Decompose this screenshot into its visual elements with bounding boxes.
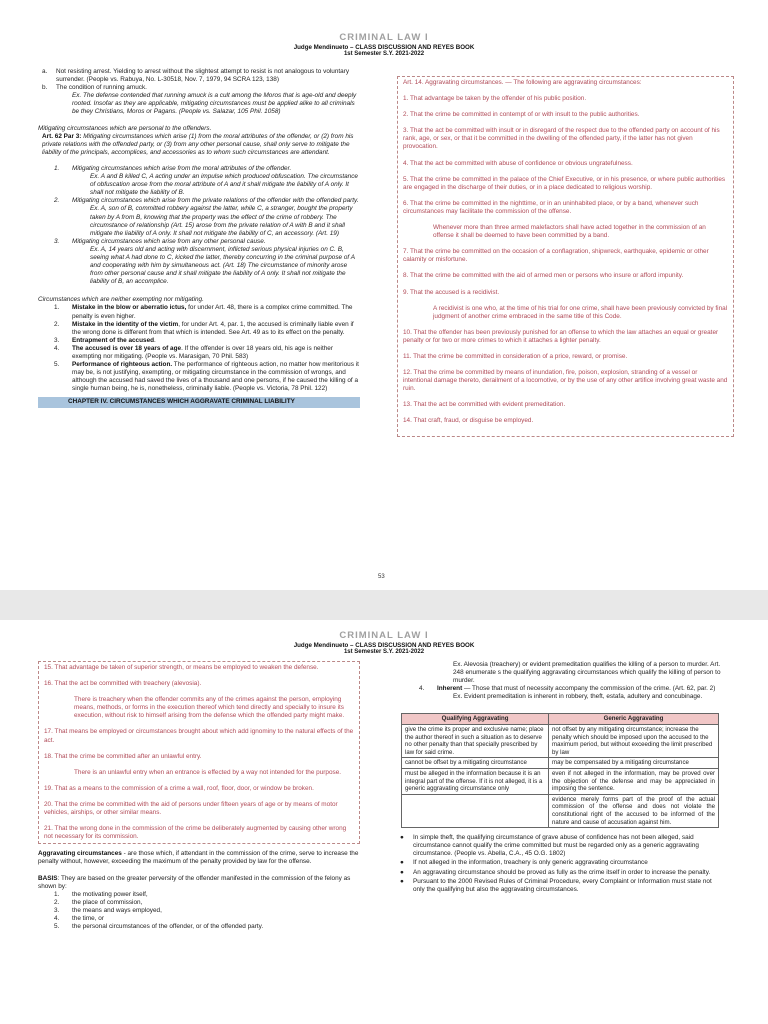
page-54 [0,620,768,1024]
aggravating-definition: Aggravating circumstances - are those which, if attendant in the commission of the crime, serve to increase the penalty without, however, exceeding the maximum of the penalty provided by law for the offense. [38,850,359,866]
article-text: Art. 62 Par 3: Mitigating circumstances which arise (1) from the moral attributes of the offender, or (2) from his private relations with the offended party, or (3) from any other personal cause, shall only serve to mitigate the liability of the principals, accomplices, and accessories as to whom such circumstances are attendant. [42,132,354,156]
basis-text: BASIS: They are based on the greater perversity of the offender manifested in the commission of the felony as shown by: [38,874,351,890]
band-note: Whenever more than three armed malefactors shall have acted together in the commission of an offense it shall be deemed to have been committed by a band. [433,224,706,240]
list-item: 13. That the act be committed with evident premeditation. [403,401,566,409]
list-item: ● Pursuant to the 2000 Revised Rules of Criminal Procedure, every Complaint or Information must state not only the qualifying but also the aggravating circumstances. [400,877,712,893]
table-cell: even if not alleged in the information, may be proved over the objection of the defense and may be appreciated in imposing the sentence. [549,769,719,795]
page-number: 53 [378,574,385,580]
aggravating-comparison-table [401,713,719,828]
list-item: 19. That as a means to the commission of a crime a wall, roof, floor, door, or window be broken. [44,784,314,792]
example-text: Ex. Alevosia (treachery) or evident premeditation qualifies the killing of a person to murder. Art. 248 enumerate s the qualifying aggravating circumstances which qualify the killing of person to murder. [453,661,721,685]
table-cell: cannot be offset by a mitigating circumstance [402,758,549,769]
left-column [38,68,360,408]
section-heading: Mitigating circumstances which are personal to the offenders. [38,124,212,132]
list-item: b. The condition of running amuck. [42,84,147,92]
column-header: Generic Aggravating [549,714,719,725]
neither-list [38,304,360,393]
example-text: Ex. A, son of B, committed robbery against the latter, while C, a stranger, bought the property taken by A from B, knowing that the property was the effect of the crime of robbery. The circumstance of relationship (Art. 15) arose from the private relation of A with B and it shall mitigate the liability of A only. It shall not mitigate the liability of C, an accessory. (Art. 19) [90,205,353,237]
list-item: 7. That the crime be committed on the occasion of a conflagration, shipwreck, earthquake, epidemic or other calamity or misfortune. [403,248,709,264]
list-item: 16. That the act be committed with treachery (alevosia). [44,680,202,688]
list-item: 12. That the crime be committed by means of inundation, fire, poison, explosion, stranding of a vessel or intentional damage thereto, derailment of a locomotive, or by the use of any other artifice involving great waste and ruin. [403,369,728,393]
list-item: ● If not alleged in the information, treachery is only generic aggravating circumstance [400,859,648,867]
list-item: 10. That the offender has been previously punished for an offense to which the law attaches an equal or greater penalty or for two or more crimes to which it attaches a lighter penalty. [403,328,719,344]
list-item: 2. Mitigating circumstances which arise from the private relations of the offender with the offended party. [54,197,359,205]
table-cell: may be compensated by a mitigating circumstance [549,758,719,769]
list-item: 1. Mitigating circumstances which arise from the moral attributes of the offender. [54,164,292,172]
list-item: 3. That the act be committed with insult or in disregard of the respect due to the offended party on account of his rank, age, or sex, or that it be committed in the dwelling of the offended party, if the latter has not given provocation. [403,127,720,151]
recidivist-note: A recidivist is one who, at the time of his trial for one crime, shall have been previously convicted by final judgment of another crime embraced in the same title of this Code. [433,304,728,320]
list-item: 4. That the act be committed with abuse of confidence or obvious ungratefulness. [403,159,633,167]
table-cell: evidence merely forms part of the proof of the actual commission of the offense and does not violate the constitutional right of the accused to be informed of the nature and cause of accusation against him. [549,794,719,827]
list-item: 5. That the crime be committed in the palace of the Chief Executive, or in his presence, or where public authorities are engaged in the discharge of their duties, or in a place dedicated to religious worship. [403,175,726,191]
table-header-row [402,714,719,725]
list-item: 5. Performance of righteous action. The performance of righteous action, no matter how meritorious it may be, is not justifying, exempting, or mitigating circumstance in the commission of wrongs, and although the accused had saved the lives of a thousand and one persons, if he caused the killing of a single human being, he is, nonetheless, criminally liable. (People vs. Victoria, 78 Phil. 122) [54,361,359,393]
personal-list [38,165,360,286]
list-item: 9. That the accused is a recidivist. [403,288,500,296]
header-semester: 1st Semester S.Y. 2021-2022 [343,649,425,655]
page-gap [0,590,768,620]
table-cell: not offset by any mitigating circumstance; increase the penalty which should be imposed upon the accused to the maximum period, but without exceeding the limit prescribed by law [549,725,719,758]
header-title: CRIMINAL LAW I [339,630,429,641]
left-column [38,661,360,931]
example-text: Ex. A and B killed C, A acting under an impulse which produced obfuscation. The circumstance of obfuscation arose from the moral attribute of A and it shall mitigate the liability of A only. It shall not mitigate the liability of B. [90,173,358,197]
example-text: Ex. Evident premeditation is inherent in robbery, theft, estafa, adultery and concubinage. [453,693,703,701]
table-row [402,725,719,758]
list-item: 1. Mistake in the blow or aberratio ictus, for under Art. 48, there is a complex crime committed. The penalty is even higher. [54,304,353,320]
table-row [402,758,719,769]
list-item: 8. That the crime be committed with the aid of armed men or persons who insure or afford impunity. [403,272,684,280]
list-item: 1. the motivating power itself, [54,890,148,898]
list-item: 3. the means and ways employed, [54,906,162,914]
treachery-note: There is treachery when the offender commits any of the crimes against the person, employing means, methods, or forms in the execution thereof which tend directly and specially to insure its execution, without risk to himself arising from the defense which the offended party might make. [74,696,345,720]
list-item: 21. That the wrong done in the commission of the crime be deliberately augmented by causing other wrong not necessary for its commission. [44,825,347,841]
table-cell: must be alleged in the information because it is an integral part of the offense. If it is not alleged, it is a generic aggravating circumstance only [402,769,549,795]
header-title: CRIMINAL LAW I [339,32,429,43]
list-item: 2. That the crime be committed in contempt of or with insult to the public authorities. [403,111,640,119]
header-subtitle: Judge Mendinueto – CLASS DISCUSSION AND REYES BOOK [293,44,475,51]
list-item: 6. That the crime be committed in the nighttime, or in an uninhabited place, or by a band, whenever such circumstances may facilitate the commission of the offense. [403,199,699,215]
table-cell [402,794,549,827]
list-item: 14. That craft, fraud, or disguise be employed. [403,417,534,425]
list-item: 18. That the crime be committed after an unlawful entry. [44,752,202,760]
list-item: 4. Inherent — Those that must of necessity accompany the commission of the crime. (Art. 62, par. 2) [419,685,716,693]
table-row [402,794,719,827]
table-cell: give the crime its proper and exclusive name; place the author thereof in such a situation as to deserve no other penalty than that specially prescribed by law for said crime. [402,725,549,758]
bullet-list [397,834,722,894]
column-header: Qualifying Aggravating [402,714,549,725]
page-header [0,0,768,57]
article-14-box [397,76,734,437]
list-item: 17. That means be employed or circumstances brought about which add ignominy to the natural effects of the act. [44,728,354,744]
table-row [402,769,719,795]
right-column [397,661,722,895]
list-item: a. Not resisting arrest. Yielding to arrest without the slightest attempt to resist is not analogous to voluntary surrender. (People vs. Rabuya, No. L-30518, Nov. 7, 1979, 94 SCRA 123, 138) [42,68,350,84]
list-item: ● An aggravating circumstance should be proved as fully as the crime itself in order to increase the penalty. [400,868,711,876]
header-subtitle: Judge Mendinueto – CLASS DISCUSSION AND REYES BOOK [293,642,475,649]
section-heading: Circumstances which are neither exempting nor mitigating. [38,296,204,304]
list-item: 5. the personal circumstances of the offender, or of the offended party. [54,923,264,931]
header-semester: 1st Semester S.Y. 2021-2022 [343,51,425,57]
basis-list [38,891,360,931]
list-item: 2. the place of commission, [54,898,143,906]
chapter-heading: CHAPTER IV. CIRCUMSTANCES WHICH AGGRAVATE CRIMINAL LIABILITY [38,397,360,407]
entry-note: There is an unlawful entry when an entrance is effected by a way not intended for the purpose. [74,768,342,776]
list-item: 15. That advantage be taken of superior strength, or means be employed to weaken the defense. [44,664,319,671]
list-item: 1. That advantage be taken by the offender of his public position. [403,95,587,103]
example-text: Ex. A, 14 years old and acting with discernment, inflicted serious physical injuries on C. B, seeing what A had done to C, kicked the latter, thereby concurring in the criminal purpose of A and cooperating with him by simultaneous act. (Art. 18) The circumstance of minority arose from other personal cause and it shall mitigate the liability of A only. It shall not mitigate the liability of B, an accomplice. [90,245,355,286]
list-item: 11. That the crime be committed in consideration of a price, reward, or promise. [403,352,628,360]
article-14-box-continued [38,661,360,844]
list-item: ● In simple theft, the qualifying circumstance of grave abuse of confidence has not been alleged, said circumstance cannot qualify the crime committed but must be regarded only as a generic aggravating circumstance. (People vs. Abella, C.A., 45 O.G. 1802) [400,834,699,858]
list-item: 3. Entrapment of the accused. [54,336,156,344]
list-item: 4. the time, or [54,914,104,922]
example-text: Ex. The defense contended that running amuck is a cult among the Moros that is age-old and deeply rooted. Insofar as they are applicable, mitigating circumstances must be applied alike to all criminals be they Christians, Moros or Pagans. (People vs. Salazar, 105 Phil. 1058) [72,92,357,116]
page-header [0,620,768,655]
list-item: 3. Mitigating circumstances which arise from any other personal cause. [54,237,266,245]
list-item: 2. Mistake in the identity of the victim, for under Art. 4, par. 1, the accused is criminally liable even if the wrong done is different from that which is intended. See Art. 49 as to its effect on the penalty. [54,320,354,336]
list-item: 20. That the crime be committed with the aid of persons under fifteen years of age or by means of motor vehicles, airships, or other similar means. [44,800,338,817]
article-intro: Art. 14. Aggravating circumstances. — The following are aggravating circumstances: [403,79,642,86]
list-item: 4. The accused is over 18 years of age. If the offender is over 18 years old, his age is neither exempting nor mitigating. (People vs. Marasigan, 70 Phil. 583) [54,344,333,360]
